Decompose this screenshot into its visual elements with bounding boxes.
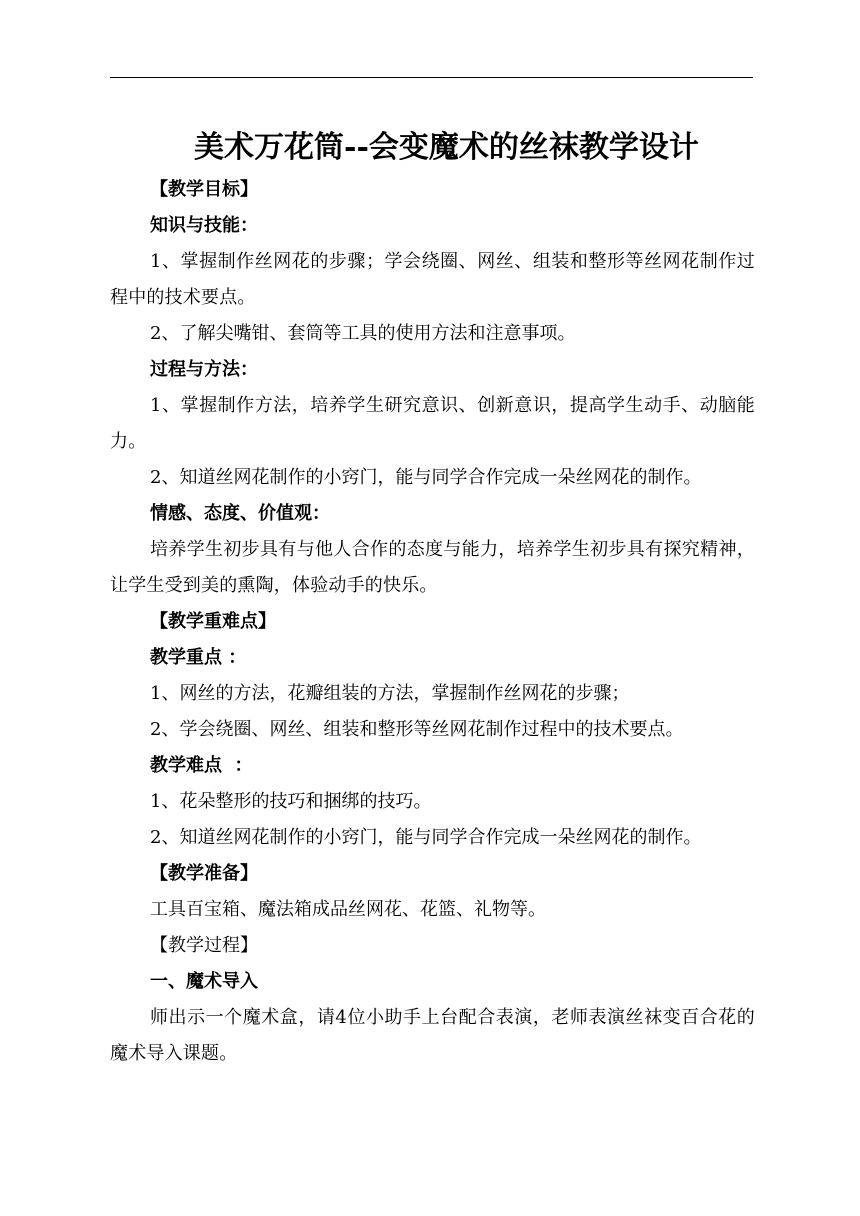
key-item-2: 2、学会绕圈、网丝、组装和整形等丝网花制作过程中的技术要点。 — [150, 719, 684, 740]
header-rule — [110, 77, 753, 78]
objectives-heading: 【教学目标】 — [150, 179, 258, 200]
process-heading: 过程与方法： — [150, 359, 258, 380]
key-difficult-heading: 【教学重难点】 — [150, 611, 276, 632]
knowledge-item-1: 1、掌握制作丝网花的步骤；学会绕圈、网丝、组装和整形等丝网花制作过程中的技术要点。 — [110, 251, 755, 308]
step-one-heading: 一、魔术导入 — [150, 971, 258, 992]
process-item-2: 2、知道丝网花制作的小窍门，能与同学合作完成一朵丝网花的制作。 — [150, 467, 702, 488]
key-points-heading: 教学重点 ： — [150, 647, 247, 668]
difficult-item-2: 2、知道丝网花制作的小窍门，能与同学合作完成一朵丝网花的制作。 — [150, 827, 702, 848]
knowledge-item-2: 2、了解尖嘴钳、套筒等工具的使用方法和注意事项。 — [150, 323, 576, 344]
preparation-heading: 【教学准备】 — [150, 863, 258, 884]
knowledge-heading: 知识与技能： — [150, 215, 258, 236]
teaching-process-heading: 【教学过程】 — [150, 935, 258, 956]
preparation-item-1: 工具百宝箱、魔法箱成品丝网花、花篮、礼物等。 — [150, 899, 546, 920]
step-one-text: 师出示一个魔术盒，请4位小助手上台配合表演，老师表演丝袜变百合花的魔术导入课题。 — [110, 1007, 755, 1064]
emotion-heading: 情感、态度、价值观： — [150, 503, 330, 524]
difficult-item-1: 1、花朵整形的技巧和捆绑的技巧。 — [150, 791, 432, 812]
process-item-1: 1、掌握制作方法，培养学生研究意识、创新意识，提高学生动手、动脑能力。 — [110, 395, 755, 452]
key-item-1: 1、网丝的方法，花瓣组装的方法，掌握制作丝网花的步骤； — [150, 683, 630, 704]
page-title: 美术万花筒--会变魔术的丝袜教学设计 — [194, 130, 699, 165]
document-body — [110, 172, 755, 1072]
difficult-heading: 教学难点 ： — [150, 755, 253, 776]
emotion-item-1: 培养学生初步具有与他人合作的态度与能力，培养学生初步具有探究精神，让学生受到美的熏陶，体验动手的快乐。 — [110, 539, 755, 596]
